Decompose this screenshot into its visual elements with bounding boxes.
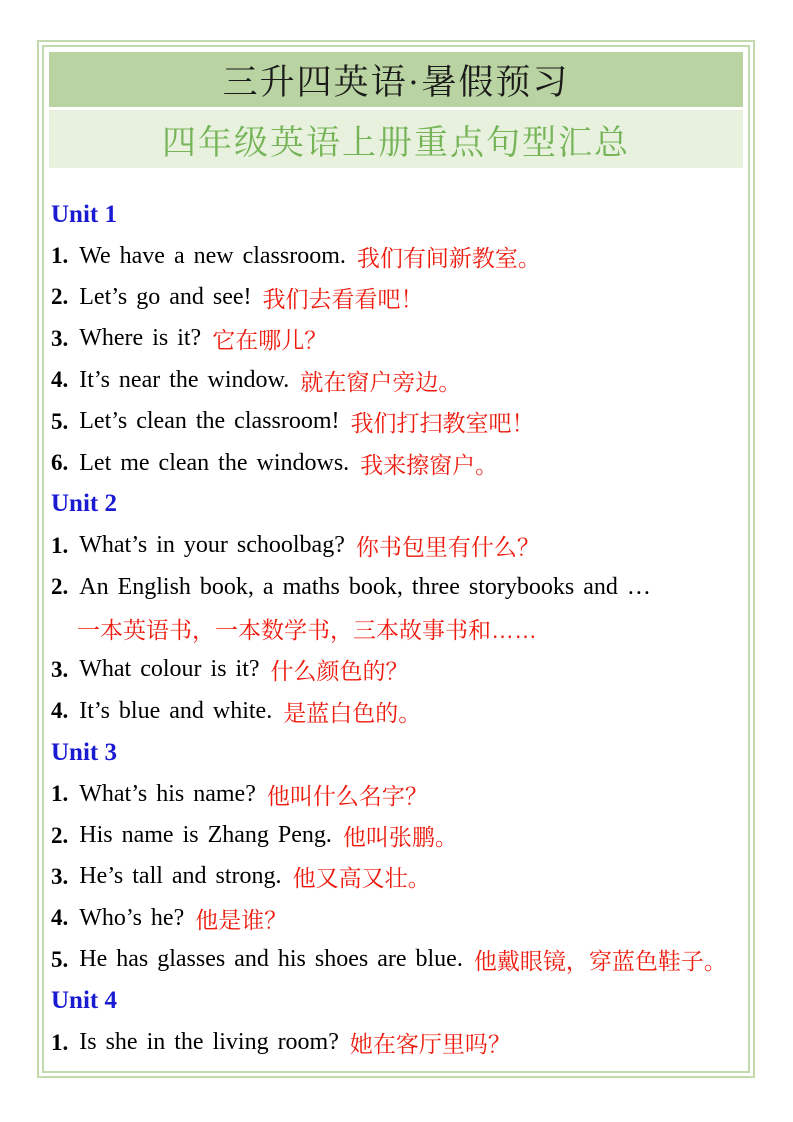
chinese-translation: 它在哪儿？ [212,327,328,354]
page-frame [37,40,755,1078]
chinese-translation: 我们打扫教室吧！ [350,410,535,437]
page-title: 三升四英语·暑假预习 [222,62,570,102]
chinese-translation: 你书包里有什么？ [355,534,540,561]
sentence-row [51,939,743,980]
item-number: 1. [51,243,69,269]
chinese-translation: 我们去看看吧！ [262,285,424,312]
item-number: 2. [51,284,69,310]
sentence-row [51,525,743,566]
chinese-translation: 她在客厅里吗？ [349,1031,511,1057]
english-sentence: Is she in the living room? [79,1029,339,1055]
item-number: 4. [51,905,69,931]
english-sentence: Let’s go and see! [79,283,252,310]
english-sentence: What’s in your schoolbag? [79,532,345,559]
sentence-row [51,856,743,897]
sentence-row [51,360,743,401]
sentence-row [51,1022,743,1063]
item-number: 3. [51,863,69,889]
chinese-translation: 我们有间新教室。 [356,244,541,271]
sentence-row [51,401,743,442]
sentence-row [51,898,743,939]
item-number: 1. [51,532,69,558]
sentence-row [51,773,743,814]
chinese-translation-continuation: 一本英语书，一本数学书，三本故事书和…… [77,617,537,644]
chinese-translation: 他戴眼镜，穿蓝色鞋子。 [473,948,727,975]
sentence-row [51,649,743,690]
chinese-translation: 就在窗户旁边。 [300,368,462,395]
english-sentence: We have a new classroom. [79,242,346,269]
sentence-row [51,815,743,856]
chinese-translation: 他叫张鹏。 [342,824,458,851]
unit-heading-row [51,732,743,773]
unit-heading: Unit 2 [51,490,117,518]
english-sentence: It’s near the window. [79,366,290,393]
unit-heading: Unit 4 [51,987,117,1015]
english-sentence: Let me clean the windows. [79,449,350,476]
sentence-row [51,318,743,359]
sentence-row [51,442,743,483]
english-sentence: An English book, a maths book, three storybooks and … [79,573,651,600]
unit-heading: Unit 1 [51,200,117,228]
header-band [49,52,743,107]
page-frame-inner [42,45,750,1073]
item-number: 3. [51,656,69,682]
chinese-translation: 他是谁？ [195,906,288,933]
sentence-row [51,691,743,732]
english-sentence: Let’s clean the classroom! [79,408,340,435]
chinese-translation: 我来擦窗户。 [360,451,499,478]
unit-heading-row [51,194,743,235]
page-subtitle: 四年级英语上册重点句型汇总 [162,124,630,162]
item-number: 1. [51,781,69,807]
subtitle-band [49,110,743,168]
translation-continuation-row [51,608,743,649]
english-sentence: He has glasses and his shoes are blue. [79,946,463,973]
item-number: 4. [51,698,69,724]
unit-heading: Unit 3 [51,738,117,766]
english-sentence: Who’s he? [79,904,185,931]
chinese-translation: 他叫什么名字？ [266,782,428,809]
item-number: 5. [51,946,69,972]
unit-heading-row [51,980,743,1021]
item-number: 5. [51,408,69,434]
english-sentence: It’s blue and white. [79,697,273,724]
item-number: 6. [51,450,69,476]
english-sentence: He’s tall and strong. [79,863,282,890]
sentence-row [51,567,743,608]
chinese-translation: 他又高又壮。 [292,865,431,892]
item-number: 2. [51,822,69,848]
item-number: 1. [51,1029,69,1055]
item-number: 2. [51,574,69,600]
unit-heading-row [51,484,743,525]
sentence-row [51,235,743,276]
units-content [49,168,743,1063]
english-sentence: Where is it? [79,325,202,352]
item-number: 4. [51,367,69,393]
sentence-row [51,277,743,318]
english-sentence: What colour is it? [79,656,260,683]
chinese-translation: 什么颜色的？ [270,658,409,685]
chinese-translation: 是蓝白色的。 [283,699,422,726]
english-sentence: What’s his name? [79,780,256,807]
english-sentence: His name is Zhang Peng. [79,822,332,849]
item-number: 3. [51,325,69,351]
